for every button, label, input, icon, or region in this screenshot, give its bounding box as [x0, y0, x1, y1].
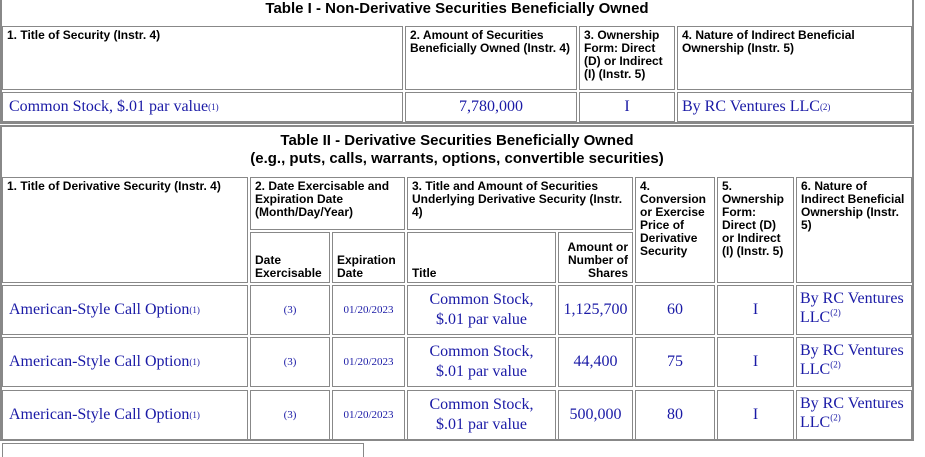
t2-cell-expiration: [332, 285, 405, 335]
subheader-label: Expiration Date: [337, 253, 396, 280]
t2-cell-price: [635, 337, 715, 387]
t2-cell-form: [717, 390, 794, 440]
t2-cell-form: [717, 337, 794, 387]
t2-cell-nature: [796, 285, 912, 335]
t1-header-ownership-form: 3. Ownership Form: Direct (D) or Indirect (I) (Instr. 5): [579, 26, 675, 90]
t2-cell-date-exercisable: [250, 390, 330, 440]
t2-date-exercisable-text: (3): [283, 304, 297, 316]
t1-header-amount: 2. Amount of Securities Beneficially Owned (Instr. 4): [405, 26, 577, 90]
t2-cell-underlying-title: [407, 285, 556, 335]
t2-underlying-title-text: Common Stock, $.01 par value: [429, 396, 534, 433]
t2-subheader-expiration: [332, 232, 405, 283]
t2-date-exercisable-text: (3): [283, 409, 297, 421]
t2-underlying-title-text: Common Stock, $.01 par value: [429, 343, 534, 380]
footnote-ref: (2): [830, 412, 841, 423]
t2-header-underlying: 3. Title and Amount of Securities Underlying Derivative Security (Instr. 4): [407, 177, 633, 230]
t2-form-text: I: [752, 301, 759, 318]
footnote-ref: (2): [830, 307, 841, 318]
t2-cell-date-exercisable: [250, 337, 330, 387]
t2-header-title: 1. Title of Derivative Security (Instr. 4): [2, 177, 248, 283]
table-2-title-line1: Table II - Derivative Securities Beneficially Owned: [280, 132, 634, 149]
t2-header-dates: 2. Date Exercisable and Expiration Date (Month/Day/Year): [250, 177, 405, 230]
t2-cell-expiration: [332, 337, 405, 387]
t2-nature-text: By RC Ventures LLC: [800, 342, 904, 378]
t2-title-text: American-Style Call Option: [9, 406, 190, 423]
t2-cell-nature: [796, 390, 912, 440]
t2-cell-price: [635, 390, 715, 440]
t1-nature-text: By RC Ventures LLC: [682, 98, 820, 115]
t2-subheader-date-exercisable: [250, 232, 330, 283]
subheader-label: Title: [412, 266, 437, 280]
t1-header-title: 1. Title of Security (Instr. 4): [2, 26, 403, 90]
t2-cell-title: American-Style Call Option (1): [2, 390, 248, 440]
t2-amount-text: 500,000: [569, 406, 622, 423]
t2-expiration-text: 01/20/2023: [343, 409, 394, 421]
t2-title-text: American-Style Call Option: [9, 301, 190, 318]
t2-cell-title: American-Style Call Option (1): [2, 285, 248, 335]
t2-header-ownership-form: 5. Ownership Form: Direct (D) or Indirect (I) (Instr. 5): [717, 177, 794, 283]
t2-cell-date-exercisable: [250, 285, 330, 335]
t1-cell-ownership-form: I: [579, 92, 675, 122]
t2-nature-text: By RC Ventures LLC: [800, 395, 904, 431]
t2-cell-underlying-title: [407, 337, 556, 387]
t2-price-text: 60: [667, 301, 683, 318]
t2-header-nature: 6. Nature of Indirect Beneficial Ownership (Instr. 5): [796, 177, 912, 283]
t2-footer-cell: [366, 443, 912, 457]
table-2-title-line2: (e.g., puts, calls, warrants, options, convertible securities): [250, 150, 664, 167]
t2-subheader-amount: [558, 232, 633, 283]
t2-header-price: 4. Conversion or Exercise Price of Derivative Security: [635, 177, 715, 283]
t2-cell-form: [717, 285, 794, 335]
table-2-title: [0, 132, 914, 172]
t2-cell-price: [635, 285, 715, 335]
t1-cell-nature: By RC Ventures LLC (2): [677, 92, 912, 122]
t2-price-text: 75: [667, 353, 683, 370]
t2-cell-amount: [558, 285, 633, 335]
t2-subheader-title: [407, 232, 556, 283]
t2-price-text: 80: [667, 406, 683, 423]
t1-cell-amount: 7,780,000: [405, 92, 577, 122]
t1-header-nature: 4. Nature of Indirect Beneficial Ownership (Instr. 5): [677, 26, 912, 90]
subheader-label: Amount or Number of Shares: [567, 240, 628, 280]
t2-cell-expiration: [332, 390, 405, 440]
t2-cell-amount: [558, 390, 633, 440]
t1-title-text: Common Stock, $.01 par value: [9, 98, 209, 115]
t2-date-exercisable-text: (3): [283, 356, 297, 368]
table-1-title: Table I - Non-Derivative Securities Beneficially Owned: [265, 0, 649, 17]
t2-cell-nature: [796, 337, 912, 387]
subheader-label: Date Exercisable: [255, 253, 322, 280]
t2-form-text: I: [752, 353, 759, 370]
t2-form-text: I: [752, 406, 759, 423]
t2-cell-amount: [558, 337, 633, 387]
t2-expiration-text: 01/20/2023: [343, 304, 394, 316]
t2-cell-underlying-title: [407, 390, 556, 440]
t2-amount-text: 44,400: [573, 353, 618, 370]
t2-nature-text: By RC Ventures LLC: [800, 290, 904, 326]
t2-expiration-text: 01/20/2023: [343, 356, 394, 368]
t1-cell-title: Common Stock, $.01 par value (1): [2, 92, 403, 122]
t2-footer-cell: [2, 443, 364, 457]
t2-cell-title: American-Style Call Option (1): [2, 337, 248, 387]
footnote-ref: (2): [830, 359, 841, 370]
t2-amount-text: 1,125,700: [563, 301, 628, 318]
t2-title-text: American-Style Call Option: [9, 353, 190, 370]
t2-underlying-title-text: Common Stock, $.01 par value: [429, 291, 534, 328]
